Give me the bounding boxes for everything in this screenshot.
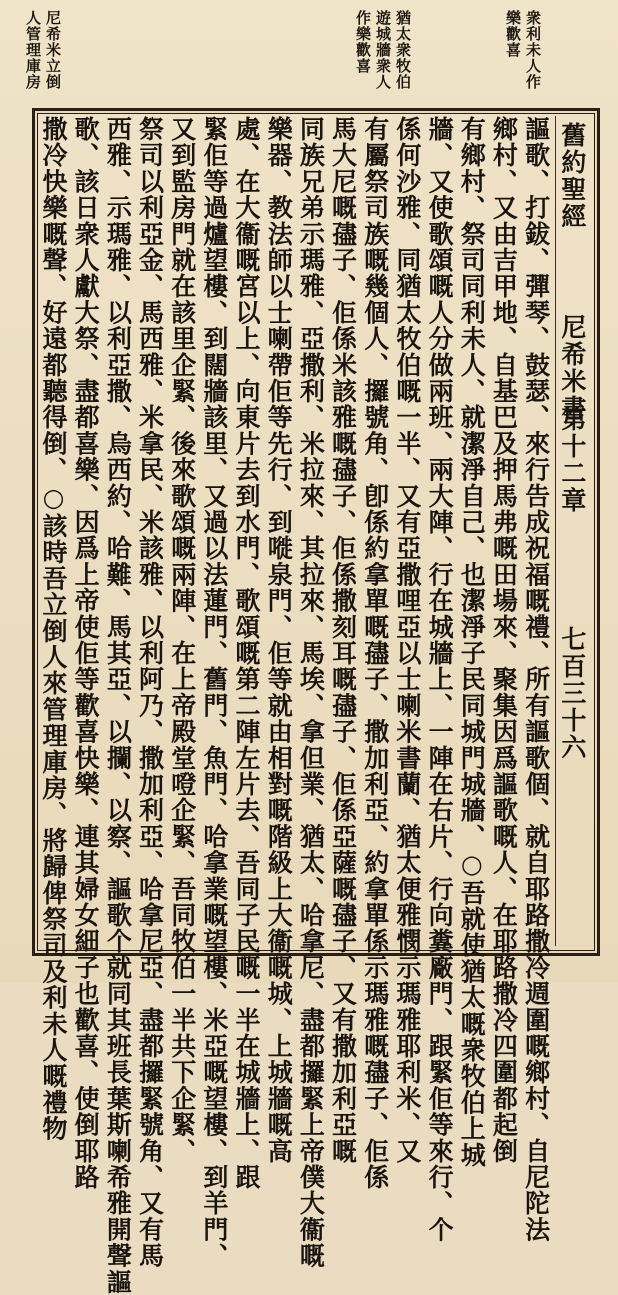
text-column: 同族兄弟示瑪雅、亞撒利、米拉來、其拉來、馬埃、拿但業、猶太、哈拿尼、盡都攞緊上帝僕大衞嘅 xyxy=(296,116,326,1269)
gloss-right xyxy=(504,10,542,90)
chapter-label: 第十二章 xyxy=(557,406,587,514)
gloss-line: 猶太衆牧伯 xyxy=(394,10,412,90)
text-column: 謳歌、打鈸、彈琴、鼓瑟、來行告成祝福嘅禮、所有謳歌個、就自耶路撒冷週圍嘅鄉村、自尼陀法 xyxy=(521,116,551,1243)
gloss-middle xyxy=(354,10,412,90)
text-column: 有鄉村、祭司同利未人、就潔淨自己、也潔淨子民同城門城牆、○吾就使猶太嘅衆牧伯上城 xyxy=(457,116,487,1168)
text-column: 處、在大衞嘅宮以上、向東片去到水門、歌頌嘅第二陣左片去、吾同子民嘅一半在城牆上、跟 xyxy=(232,116,262,1191)
text-column: 樂器、教法師以士喇帶佢等先行、到嘥泉門、佢等就由相對嘅階級上大衞嘅城、上城牆嘅高 xyxy=(264,116,294,1164)
gloss-line: 人管理庫房 xyxy=(24,10,42,90)
page-number: 七百三十六 xyxy=(557,626,587,761)
gloss-line: 尼希米立倒 xyxy=(44,10,62,90)
gloss-left xyxy=(24,10,62,90)
text-column: 係何沙雅、同猶太牧伯嘅一半、又有亞撒哩亞以士喇米書蘭、猶太便雅憫示瑪雅耶利米、又 xyxy=(392,116,422,1164)
column-divider xyxy=(555,116,556,946)
text-column: 又到監房門就在該里企緊、後來歌頌嘅兩陣、在上帝殿堂噔企緊、吾同牧伯一半共下企緊、 xyxy=(167,116,197,1164)
gloss-line: 樂歡喜 xyxy=(504,10,522,58)
top-glosses xyxy=(24,10,594,105)
text-column: 祭司以利亞金、馬西雅、米拿民、米該雅、以利阿乃、撒加利亞、哈拿尼亞、盡都攞緊號角、又有馬 xyxy=(135,116,165,1269)
running-header xyxy=(557,116,592,946)
text-column: 歌、該日衆人獻大祭、盡都喜樂、因爲上帝使佢等歡喜快樂、連其婦女細子也歡喜、使倒耶路 xyxy=(71,116,101,1191)
book-title: 舊約聖經 xyxy=(557,122,587,230)
gloss-line: 作樂歡喜 xyxy=(354,10,372,74)
text-column: 有屬祭司族嘅幾個人、攞號角、卽係約拿單嘅孻子、撒加利亞、約拿單係示瑪雅嘅孻子、佢係 xyxy=(360,116,390,1191)
text-columns xyxy=(39,116,592,1295)
text-column: 馬大尼嘅孻子、佢係米該雅嘅孻子、佢係撒刻耳嘅孻子、佢係亞薩嘅孻子、又有撒加利亞嘅 xyxy=(328,116,358,1164)
text-column: 撒冷快樂嘅聲、好遠都聽得倒、○該時吾立倒人來管理庫房、將歸俾祭司及利未人嘅禮物 xyxy=(39,116,68,1142)
text-column: 緊佢等過爐望樓、到闊牆該里、又過以法蓮門、舊門、魚門、哈拿業嘅望樓、米亞嘅望樓、到羊門、 xyxy=(199,116,229,1269)
text-column: 鄉村、又由吉甲地、自基巴及押馬弗嘅田場來、聚集因爲謳歌嘅人、在耶路撒冷四圍都起倒 xyxy=(489,116,519,1164)
gloss-line: 衆利未人作 xyxy=(524,10,542,90)
book-name: 尼希米書 xyxy=(557,314,587,422)
gloss-line: 遊城牆衆人 xyxy=(374,10,392,90)
text-column: 西雅、示瑪雅、以利亞撒、烏西約、哈難、馬其亞、以攔、以察、謳歌个就同其班長葉斯喇希雅開聲謳 xyxy=(103,116,133,1295)
text-column: 牆、又使歌頌嘅人分做兩班、兩大陣、行在城牆上、一陣在右片、行向糞廠門、跟緊佢等來行、个 xyxy=(425,116,455,1243)
